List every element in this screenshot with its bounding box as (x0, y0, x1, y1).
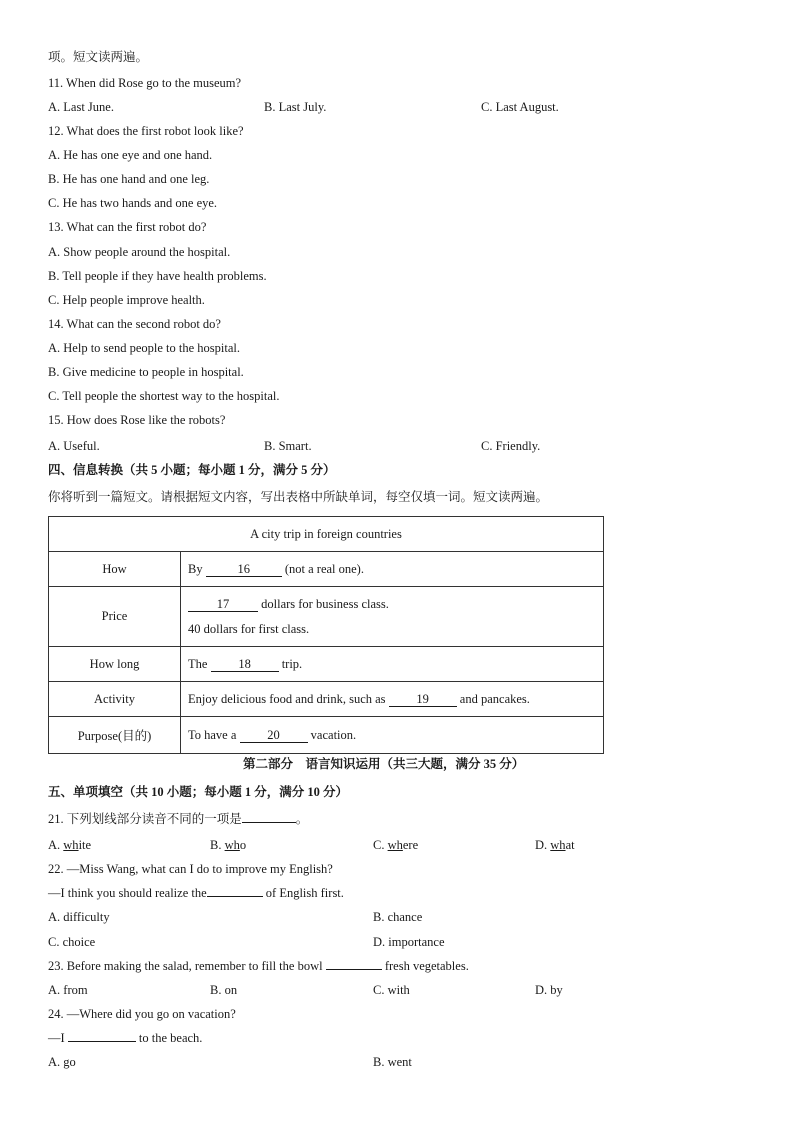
q21-option-b: B. who (210, 838, 247, 852)
row-key-activity: Activity (49, 682, 181, 717)
row-key-how-long: How long (49, 647, 181, 682)
question-21: 21. 下列划线部分读音不同的一项是 。 (48, 812, 309, 826)
blank-16: 16 (206, 562, 282, 577)
intro-tail: 项。短文读两遍。 (48, 50, 149, 64)
blank-19: 19 (389, 692, 457, 707)
row-value-price: 17 dollars for business class. 40 dollars for first class. (181, 587, 604, 647)
q21-option-c: C. where (373, 838, 419, 852)
q11-option-b: B. Last July. (264, 100, 327, 114)
row-value-how: By 16 (not a real one). (181, 552, 604, 587)
q11-option-c: C. Last August. (481, 100, 559, 114)
q23-option-d: D. by (535, 983, 563, 997)
question-14: 14. What can the second robot do? (48, 317, 221, 331)
question-11: 11. When did Rose go to the museum? (48, 76, 242, 90)
question-13: 13. What can the first robot do? (48, 220, 207, 234)
q24-option-b: B. went (373, 1055, 412, 1069)
q24-option-a: A. go (48, 1055, 76, 1069)
question-24: 24. —Where did you go on vacation? (48, 1007, 236, 1021)
q22-option-b: B. chance (373, 910, 423, 924)
table-row (49, 587, 604, 647)
info-table (48, 516, 604, 754)
q11-option-a: A. Last June. (48, 100, 114, 114)
q22-option-a: A. difficulty (48, 910, 110, 924)
q23-option-a: A. from (48, 983, 88, 997)
question-12: 12. What does the first robot look like? (48, 124, 244, 138)
q13-option-c: C. Help people improve health. (48, 293, 205, 307)
q13-option-b: B. Tell people if they have health problems. (48, 269, 267, 283)
q23-option-c: C. with (373, 983, 410, 997)
blank-17: 17 (188, 597, 258, 612)
row-value-purpose: To have a 20 vacation. (181, 717, 604, 754)
q12-option-c: C. He has two hands and one eye. (48, 196, 218, 210)
table-row (49, 682, 604, 717)
question-24-reply: —I to the beach. (48, 1031, 203, 1045)
q14-option-a: A. Help to send people to the hospital. (48, 341, 240, 355)
table-row (49, 717, 604, 754)
q14-option-c: C. Tell people the shortest way to the hospital. (48, 389, 280, 403)
price-first-class: 40 dollars for first class. (188, 621, 310, 636)
question-22-reply: —I think you should realize the of English first. (48, 886, 344, 900)
q22-option-d: D. importance (373, 935, 445, 949)
q21-option-d: D. what (535, 838, 575, 852)
section4-heading: 四、信息转换（共 5 小题；每小题 1 分，满分 5 分） (48, 463, 336, 477)
q15-option-a: A. Useful. (48, 439, 100, 453)
q21-blank (242, 822, 296, 823)
row-key-how: How (49, 552, 181, 587)
section5-heading: 五、单项填空（共 10 小题；每小题 1 分，满分 10 分） (48, 785, 349, 799)
q24-blank (68, 1041, 136, 1042)
blank-20: 20 (240, 728, 308, 743)
row-value-how-long: The 18 trip. (181, 647, 604, 682)
table-title: A city trip in foreign countries (49, 517, 604, 552)
q14-option-b: B. Give medicine to people in hospital. (48, 365, 244, 379)
question-15: 15. How does Rose like the robots? (48, 413, 226, 427)
part2-heading: 第二部分 语言知识运用（共三大题，满分 35 分） (243, 757, 525, 771)
row-key-purpose: Purpose(目的) (49, 717, 181, 754)
question-22: 22. —Miss Wang, what can I do to improve my English? (48, 862, 333, 876)
table-row (49, 552, 604, 587)
q23-option-b: B. on (210, 983, 238, 997)
q12-option-a: A. He has one eye and one hand. (48, 148, 213, 162)
q22-option-c: C. choice (48, 935, 96, 949)
table-row (49, 647, 604, 682)
q15-option-b: B. Smart. (264, 439, 312, 453)
blank-18: 18 (211, 657, 279, 672)
question-23: 23. Before making the salad, remember to fill the bowl fresh vegetables. (48, 959, 469, 973)
q15-option-c: C. Friendly. (481, 439, 541, 453)
q21-option-a: A. white (48, 838, 92, 852)
section4-instruction: 你将听到一篇短文。请根据短文内容，写出表格中所缺单词，每空仅填一词。短文读两遍。 (48, 490, 549, 504)
row-key-price: Price (49, 587, 181, 647)
q13-option-a: A. Show people around the hospital. (48, 245, 231, 259)
q12-option-b: B. He has one hand and one leg. (48, 172, 210, 186)
q23-blank (326, 969, 382, 970)
q22-blank (207, 896, 263, 897)
row-value-activity: Enjoy delicious food and drink, such as 19 and pancakes. (181, 682, 604, 717)
